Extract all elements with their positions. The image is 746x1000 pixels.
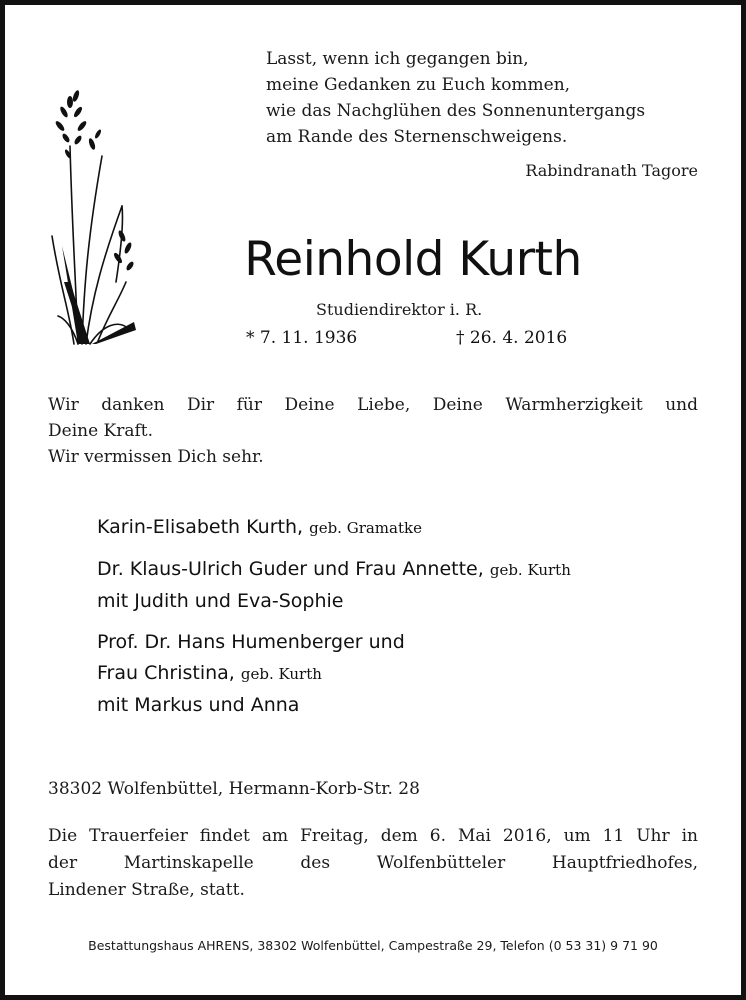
family-name: Karin-Elisabeth Kurth, [97, 516, 304, 538]
grass-icon [48, 86, 140, 346]
poem [266, 46, 645, 150]
family-note: geb. Gramatke [309, 519, 422, 537]
thanks-line: Wir danken Dir für Deine Liebe, Deine Warmherzigkeit und [48, 395, 698, 415]
family-line [97, 690, 571, 721]
family-line [97, 586, 571, 617]
poem-line: wie das Nachglühen des Sonnenuntergangs [266, 101, 646, 121]
family-line [97, 512, 571, 544]
undertaker-info: Bestattungshaus AHRENS, 38302 Wolfenbüttel, Campestraße 29, Telefon (0 53 31) 9 71 90 [88, 938, 658, 953]
deceased-title: Studiendirektor i. R. [316, 300, 483, 319]
family-note: geb. Kurth [489, 561, 571, 579]
family-name: Dr. Klaus-Ulrich Guder und Frau Annette, [97, 558, 484, 580]
poem-author: Rabindranath Tagore [525, 161, 698, 180]
thanks-text [48, 392, 698, 470]
thanks-line: Deine Kraft. [48, 421, 154, 441]
thanks-line: Wir vermissen Dich sehr. [48, 447, 264, 467]
family-line [97, 658, 571, 690]
death-date: † 26. 4. 2016 [456, 328, 568, 348]
family-line [97, 627, 571, 658]
funeral-line: Lindener Straße, statt. [48, 880, 245, 900]
family-line [97, 554, 571, 586]
funeral-line: Die Trauerfeier findet am Freitag, dem 6. Mai 2016, um 11 Uhr in [48, 826, 698, 846]
family-group [97, 512, 571, 544]
family-group [97, 554, 571, 617]
birth-date: * 7. 11. 1936 [246, 328, 358, 348]
poem-line: Lasst, wenn ich gegangen bin, [266, 49, 529, 69]
family-list [97, 512, 571, 731]
family-address: 38302 Wolfenbüttel, Hermann-Korb-Str. 28 [48, 779, 420, 799]
poem-line: am Rande des Sternenschweigens. [266, 127, 568, 147]
family-name: mit Judith und Eva-Sophie [97, 590, 344, 612]
family-note: geb. Kurth [240, 665, 322, 683]
family-name: Prof. Dr. Hans Humenberger und [97, 631, 405, 653]
funeral-notice [48, 823, 698, 904]
deceased-name: Reinhold Kurth [244, 232, 582, 287]
poem-line: meine Gedanken zu Euch kommen, [266, 75, 571, 95]
family-group [97, 627, 571, 721]
family-name: mit Markus und Anna [97, 694, 300, 716]
funeral-line: der Martinskapelle des Wolfenbütteler Hauptfriedhofes, [48, 853, 698, 873]
family-name: Frau Christina, [97, 662, 235, 684]
